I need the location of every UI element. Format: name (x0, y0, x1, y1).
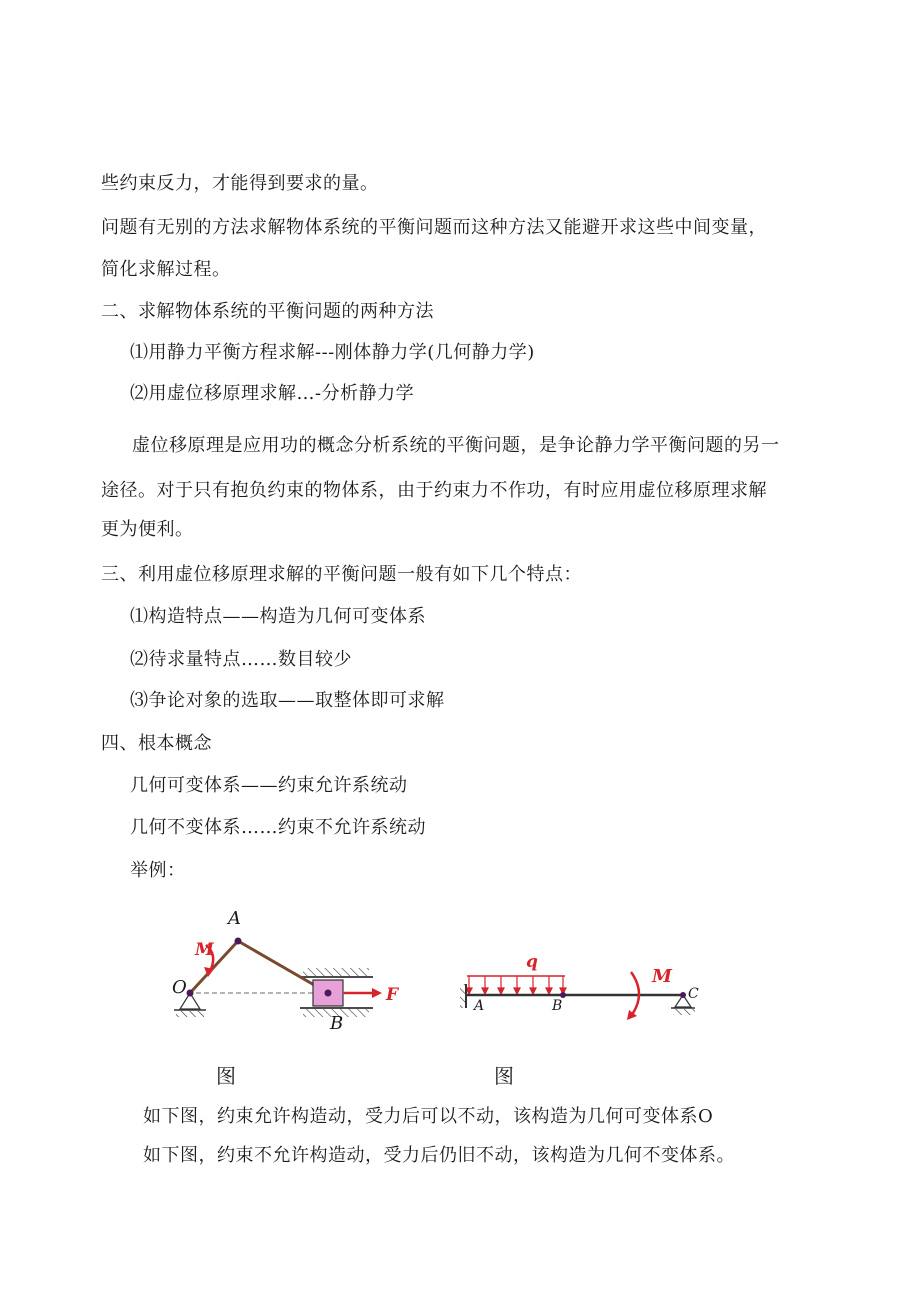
paragraph-line: 些约束反力，才能得到要求的量。 (101, 173, 379, 194)
list-item: ⑴构造特点——构造为几何可变体系 (130, 606, 426, 627)
paragraph-line: 如下图，约束允许构造动，受力后可以不动，该构造为几何可变体系O (143, 1106, 714, 1127)
label-c: C (688, 986, 699, 1002)
label-q: q (526, 952, 538, 972)
list-item: ⑶争论对象的选取——取整体即可求解 (130, 690, 445, 711)
list-item: 举例： (130, 860, 186, 881)
label-b: B (552, 998, 563, 1014)
paragraph-line: 更为便利。 (101, 519, 194, 540)
paragraph-line: 虚位移原理是应用功的概念分析系统的平衡问题，是争论静力学平衡问题的另一 (132, 435, 780, 456)
figure-caption: 图 (494, 1064, 514, 1088)
figure-caption: 图 (216, 1064, 236, 1088)
list-item: 几何不变体系……约束不允许系统动 (130, 817, 426, 838)
list-item: ⑵用虚位移原理求解…-分析静力学 (130, 383, 415, 404)
paragraph-line: 简化求解过程。 (101, 259, 231, 280)
label-m: M (195, 940, 214, 960)
list-item: 几何可变体系——约束允许系统动 (130, 775, 408, 796)
label-a: A (474, 998, 485, 1014)
section-heading: 三、利用虚位移原理求解的平衡问题一般有如下几个特点： (101, 564, 582, 585)
list-item: ⑴用静力平衡方程求解---刚体静力学(几何静力学) (130, 342, 535, 363)
label-m: M (652, 966, 672, 987)
paragraph-line: 问题有无别的方法求解物体系统的平衡问题而这种方法又能避开求这些中间变量， (101, 217, 767, 238)
section-heading: 二、求解物体系统的平衡问题的两种方法 (101, 301, 434, 322)
paragraph-line: 途径。对于只有抱负约束的物体系，由于约束力不作功，有时应用虚位移原理求解 (101, 480, 767, 501)
list-item: ⑵待求量特点……数目较少 (130, 649, 352, 670)
paragraph-line: 如下图，约束不允许构造动，受力后仍旧不动，该构造为几何不变体系。 (143, 1145, 735, 1166)
section-heading: 四、根本概念 (101, 733, 212, 754)
label-o: O (172, 977, 187, 998)
label-f: F (386, 985, 399, 1005)
figure-mechanism (168, 905, 408, 1045)
label-b: B (330, 1013, 344, 1034)
figure-beam (455, 950, 715, 1030)
label-a: A (228, 908, 241, 929)
